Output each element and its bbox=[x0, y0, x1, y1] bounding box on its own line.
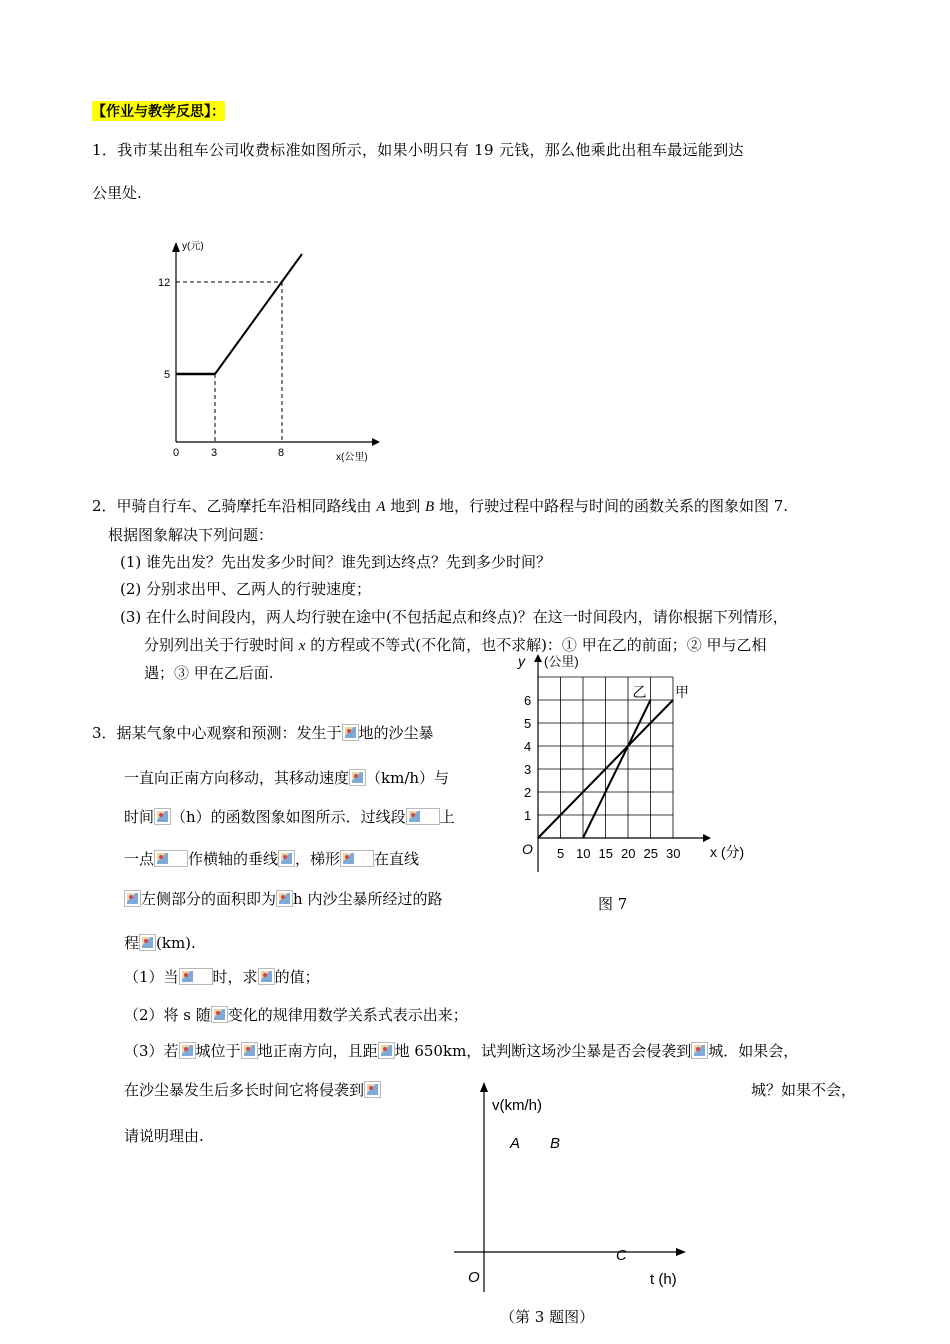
fig7-ytick: 4 bbox=[524, 739, 532, 754]
figure-7-grid bbox=[538, 677, 673, 838]
q3-sub3-line2-end: 城？如果不会， bbox=[751, 1081, 857, 1099]
fig7-xtick: 10 bbox=[576, 846, 591, 861]
broken-image-icon bbox=[278, 850, 295, 867]
broken-image-icon bbox=[179, 1042, 196, 1059]
q2-point-a: A bbox=[376, 499, 386, 515]
q3-line5: 左侧部分的面积即为 h 内沙尘暴所经过的路 bbox=[124, 888, 442, 909]
q3-line3: 时间 （h）的函数图象如图所示．过线段 上 bbox=[124, 808, 455, 826]
broken-image-icon bbox=[276, 890, 293, 907]
fare-ylabel: y(元) bbox=[182, 241, 204, 252]
fare-x-arrow bbox=[372, 438, 380, 446]
fig7-xtick: 25 bbox=[643, 846, 658, 861]
q2-sub3-line3: 遇；③ 甲在乙后面. bbox=[144, 664, 274, 682]
fig7-ytick: 6 bbox=[524, 693, 532, 708]
fig3-origin: O bbox=[468, 1269, 480, 1286]
fare-xlabel: x(公里) bbox=[336, 452, 368, 463]
fare-chart bbox=[160, 236, 390, 466]
fig7-ytick: 5 bbox=[524, 716, 532, 731]
fig7-y-arrow bbox=[534, 654, 542, 662]
fig7-ylabel-unit: (公里) bbox=[544, 654, 579, 669]
fig7-x-arrow bbox=[703, 834, 711, 842]
q3-sub2: （2）将 s 随 变化的规律用数学关系式表示出来； bbox=[124, 1006, 468, 1024]
broken-image-icon bbox=[241, 1042, 258, 1059]
fare-ytick-12: 12 bbox=[158, 277, 171, 289]
broken-image-icon bbox=[154, 808, 171, 825]
fig3-point-a: A bbox=[510, 1135, 521, 1152]
fare-ytick-5: 5 bbox=[164, 369, 171, 381]
section-title: 【作业与教学反思】： bbox=[92, 101, 225, 121]
q1-line1: 1．我市某出租车公司收费标准如图所示，如果小明只有 19 元钱，那么他乘此出租车最远能到达 bbox=[92, 141, 744, 159]
broken-image-icon bbox=[342, 724, 359, 741]
fig7-ytick: 1 bbox=[524, 808, 532, 823]
fig3-xlabel: t (h) bbox=[650, 1271, 677, 1288]
figure-7-caption: 图 7 bbox=[598, 895, 628, 913]
series-jia-label: 甲 bbox=[675, 684, 689, 700]
q3-sub3-line2: 在沙尘暴发生后多长时间它将侵袭到 bbox=[124, 1079, 381, 1100]
fig3-point-b: B bbox=[550, 1135, 561, 1152]
broken-image-icon bbox=[258, 968, 275, 985]
fare-y-arrow bbox=[172, 242, 180, 252]
fare-xtick-8: 8 bbox=[278, 447, 285, 459]
fig7-origin: O bbox=[522, 841, 533, 857]
q2-sub3-line1: (3) 在什么时间段内，两人均行驶在途中(不包括起点和终点)？在这一时间段内，请你根据下列情形， bbox=[120, 608, 788, 626]
fare-line-rising bbox=[215, 254, 302, 374]
fig7-ylabel-var: y bbox=[518, 653, 525, 669]
fare-xtick-0: 0 bbox=[173, 447, 180, 459]
fig7-xtick: 20 bbox=[621, 846, 636, 861]
fig7-xlabel: x (分) bbox=[710, 844, 745, 860]
series-yi-label: 乙 bbox=[632, 684, 647, 700]
broken-image-icon bbox=[154, 850, 188, 867]
q3-line1: 3．据某气象中心观察和预测：发生于 地的沙尘暴 bbox=[92, 724, 434, 742]
fig7-xtick: 15 bbox=[598, 846, 613, 861]
broken-image-icon bbox=[364, 1081, 381, 1098]
q3-line6: 程 (km). bbox=[124, 934, 196, 952]
q3-sub1: （1）当 时，求 的值； bbox=[124, 968, 320, 986]
figure-3-chart bbox=[450, 1080, 700, 1300]
broken-image-icon bbox=[124, 890, 141, 907]
figure-7-chart bbox=[500, 650, 770, 880]
broken-image-icon bbox=[179, 968, 213, 985]
q3-line4: 一点 作横轴的垂线 ，梯形 在直线 bbox=[124, 850, 420, 868]
broken-image-icon bbox=[406, 808, 440, 825]
q2-sub3-line2: 分别列出关于行驶时间 x 的方程或不等式(不化简，也不求解)：① 甲在乙的前面；② 甲与乙相 bbox=[144, 636, 767, 654]
q2-point-b: B bbox=[425, 499, 435, 515]
q2-sub1: (1) 谁先出发？先出发多少时间？谁先到达终点？先到多少时间？ bbox=[120, 553, 552, 571]
q2-sub2: (2) 分别求出甲、乙两人的行驶速度； bbox=[120, 580, 372, 598]
q3-line2: 一直向正南方向移动，其移动速度 （km/h）与 bbox=[124, 769, 450, 787]
broken-image-icon bbox=[349, 769, 366, 786]
broken-image-icon bbox=[211, 1006, 228, 1023]
broken-image-icon bbox=[691, 1042, 708, 1059]
fig7-xtick: 30 bbox=[666, 846, 681, 861]
fig3-x-arrow bbox=[676, 1248, 686, 1256]
fig3-ylabel: v(km/h) bbox=[492, 1097, 542, 1114]
q1-line2: 公里处. bbox=[92, 184, 142, 202]
fig7-ytick: 3 bbox=[524, 762, 532, 777]
fig3-y-arrow bbox=[480, 1082, 488, 1092]
q3-sub3-line1: （3）若 城位于 地正南方向，且距 地 650km，试判断这场沙尘暴是否会侵袭到 城．如果会， bbox=[124, 1042, 799, 1060]
q2-line1: 2．甲骑自行车、乙骑摩托车沿相同路线由 A 地到 B 地，行驶过程中路程与时间的函数关系的图象如图 7. bbox=[92, 497, 789, 515]
q2-line2: 根据图象解决下列问题： bbox=[108, 526, 274, 544]
broken-image-icon bbox=[340, 850, 374, 867]
fig3-point-c: C bbox=[616, 1247, 627, 1264]
q3-sub3-line3: 请说明理由. bbox=[124, 1127, 204, 1145]
fig7-ytick: 2 bbox=[524, 785, 532, 800]
figure-3-caption: （第 3 题图） bbox=[500, 1308, 595, 1326]
fig7-xtick: 5 bbox=[557, 846, 565, 861]
broken-image-icon bbox=[378, 1042, 395, 1059]
broken-image-icon bbox=[139, 934, 156, 951]
fare-xtick-3: 3 bbox=[211, 447, 218, 459]
